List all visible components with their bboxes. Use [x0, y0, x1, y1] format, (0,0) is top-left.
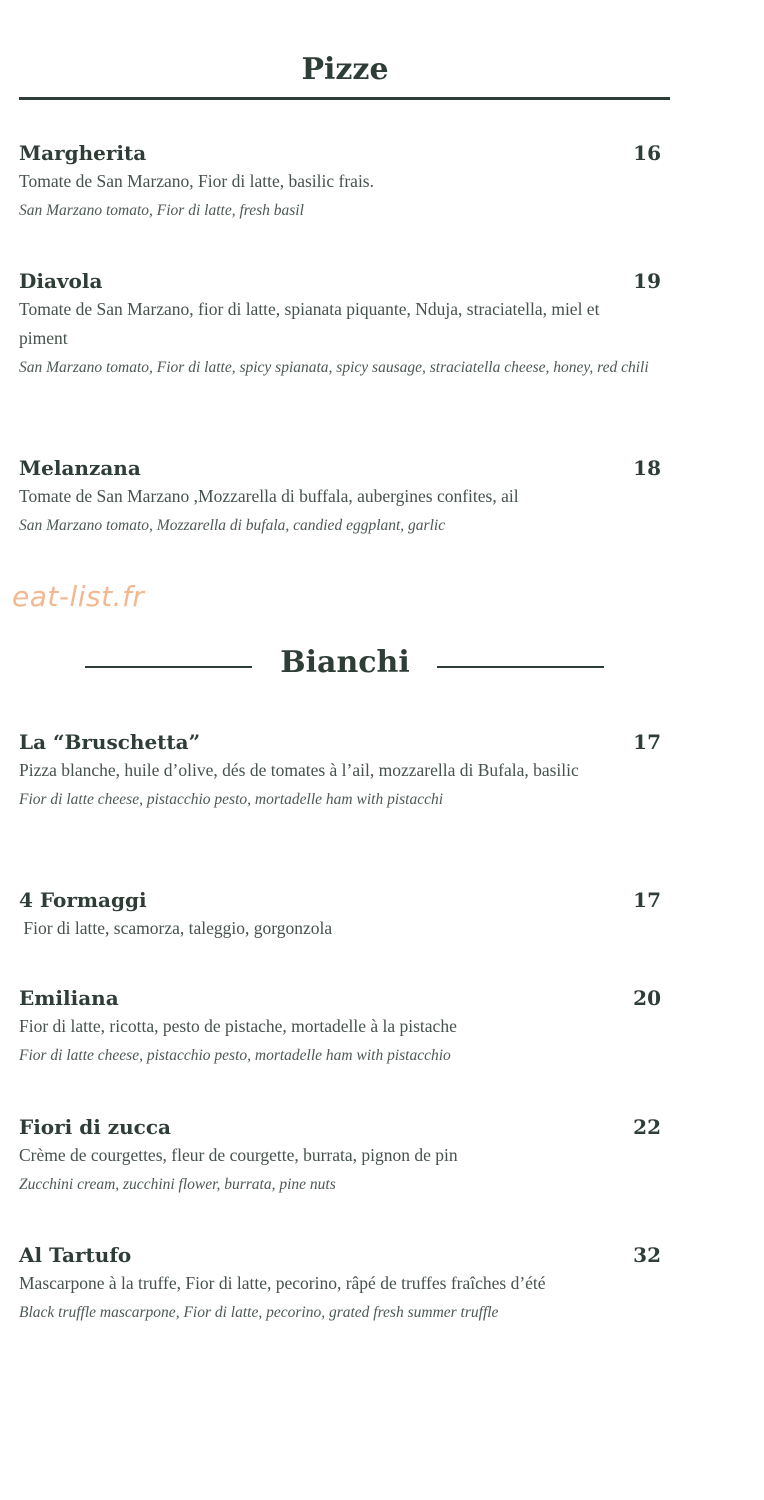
menu-item-margherita [19, 139, 667, 225]
watermark: eat-list.fr [12, 580, 145, 613]
item-description-fr: Crème de courgettes, fleur de courgette, burrata, pignon de pin [19, 1145, 458, 1165]
menu-item-emiliana [19, 984, 667, 1070]
item-price: 19 [633, 269, 661, 293]
item-price: 17 [633, 888, 661, 912]
item-description-fr: Fior di latte, ricotta, pesto de pistache, mortadelle à la pistache [19, 1016, 457, 1036]
item-description-en: Fior di latte cheese, pistacchio pesto, mortadelle ham with pistacchi [19, 791, 444, 808]
item-price: 17 [633, 730, 661, 754]
item-description-fr: Tomate de San Marzano ,Mozzarella di buffala, aubergines confites, ail [19, 486, 519, 506]
item-description-en: Fior di latte cheese, pistacchio pesto, mortadelle ham with pistacchio [19, 1047, 451, 1064]
item-name: Al Tartufo [19, 1243, 132, 1267]
section-divider-right [437, 666, 604, 668]
section-divider [19, 97, 670, 100]
item-name: 4 Formaggi [19, 888, 147, 912]
item-name: Diavola [19, 269, 103, 293]
item-description-en: San Marzano tomato, Fior di latte, fresh basil [19, 202, 304, 219]
item-name: La “Bruschetta” [19, 730, 201, 754]
item-description-fr: Fior di latte, scamorza, taleggio, gorgonzola [19, 918, 333, 938]
item-description-en: Black truffle mascarpone, Fior di latte, pecorino, grated fresh summer truffle [19, 1304, 499, 1321]
item-price: 18 [633, 456, 661, 480]
item-description-fr: Pizza blanche, huile d’olive, dés de tomates à l’ail, mozzarella di Bufala, basilic [19, 760, 579, 780]
item-description-fr: Mascarpone à la truffe, Fior di latte, pecorino, râpé de truffes fraîches d’été [19, 1273, 546, 1293]
menu-item-melanzana [19, 454, 667, 540]
section-title-pizze: Pizze [301, 52, 389, 87]
item-description-fr: Tomate de San Marzano, fior di latte, spianata piquante, Nduja, straciatella, miel et piment [19, 299, 600, 348]
menu-item-fiori-di-zucca [19, 1113, 667, 1199]
section-title-bianchi: Bianchi [280, 645, 410, 680]
menu-item-al-tartufo [19, 1241, 667, 1327]
item-name: Fiori di zucca [19, 1115, 171, 1139]
item-price: 22 [633, 1115, 661, 1139]
item-description-en: San Marzano tomato, Fior di latte, spicy spianata, spicy sausage, straciatella cheese, honey, red chili [19, 359, 649, 376]
item-price: 16 [633, 141, 661, 165]
item-name: Melanzana [19, 456, 141, 480]
item-price: 32 [633, 1243, 661, 1267]
menu-item-bruschetta [19, 728, 667, 814]
item-name: Emiliana [19, 986, 119, 1010]
item-description-en: San Marzano tomato, Mozzarella di bufala, candied eggplant, garlic [19, 517, 446, 534]
item-description-en: Zucchini cream, zucchini flower, burrata, pine nuts [19, 1176, 336, 1193]
item-price: 20 [633, 986, 661, 1010]
item-name: Margherita [19, 141, 147, 165]
menu-item-diavola [19, 267, 667, 382]
menu-item-4-formaggi [19, 886, 667, 943]
item-description-fr: Tomate de San Marzano, Fior di latte, basilic frais. [19, 171, 374, 191]
